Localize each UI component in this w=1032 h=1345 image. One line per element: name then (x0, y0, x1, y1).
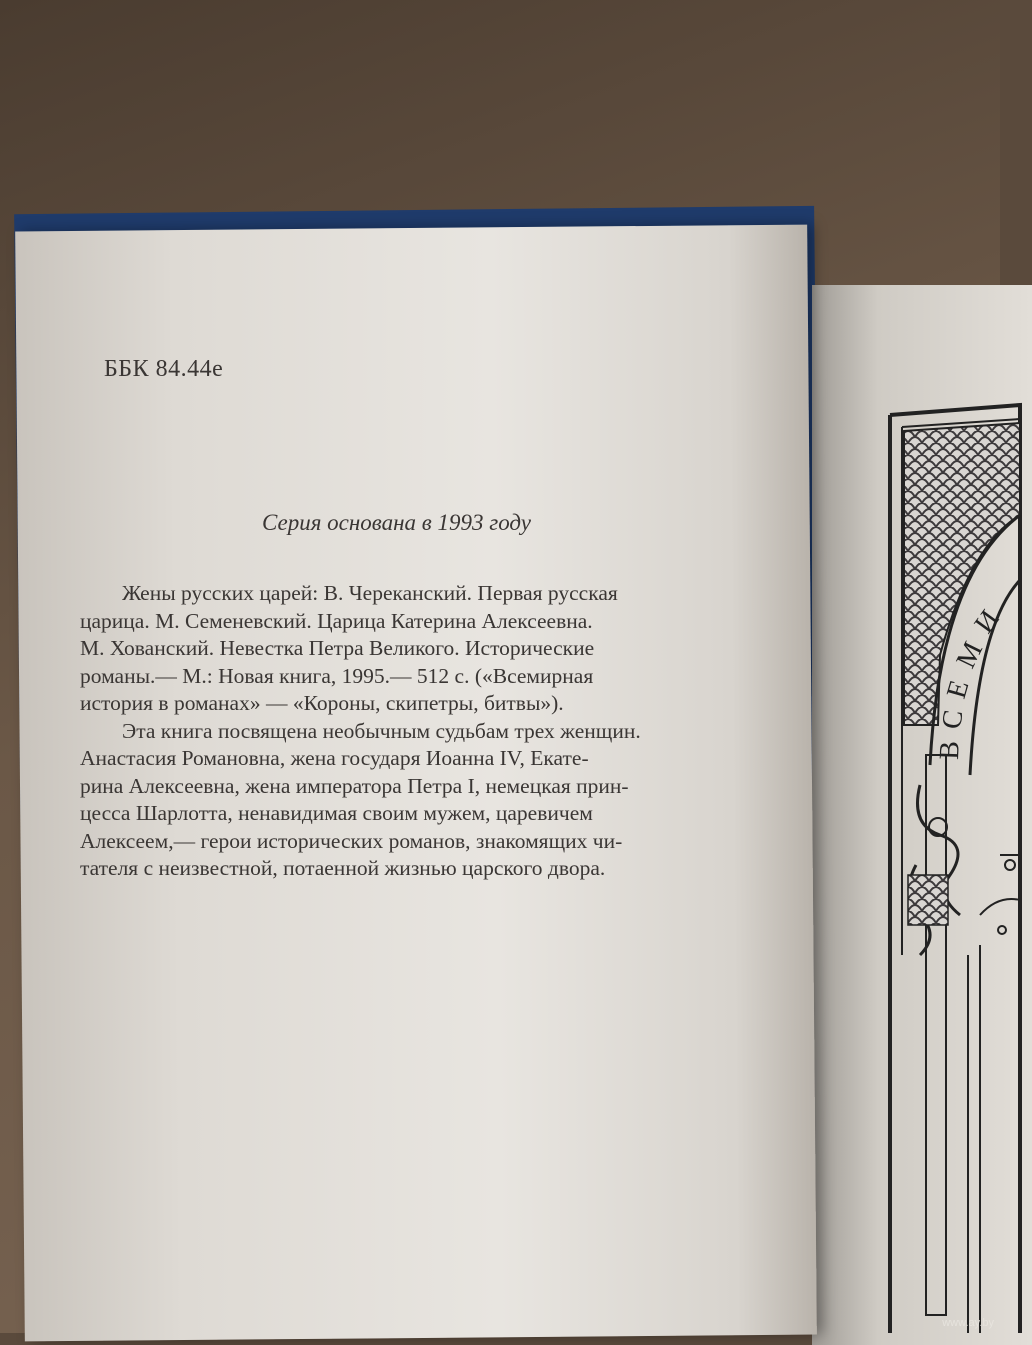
svg-text:М: М (950, 637, 990, 674)
svg-text:И: И (968, 604, 1006, 640)
series-note: Серия основана в 1993 году (262, 510, 531, 535)
text-line: Эта книга посвящена необычным судьбам трех женщин. (122, 718, 641, 743)
text-line: Анастасия Романовна, жена государя Иоанна IV, Екате- (80, 746, 589, 770)
bbk-code: ББК 84.44е (104, 356, 224, 382)
text-line: история в романах» — «Короны, скипетры, битвы»). (80, 691, 564, 715)
annotation-text (80, 580, 780, 883)
svg-text:В: В (934, 740, 966, 761)
text-line: цесса Шарлотта, ненавидимая своим мужем, царевичем (80, 801, 593, 825)
text-line: М. Хованский. Невестка Петра Великого. Исторические (80, 636, 595, 660)
text-line: рина Алексеевна, жена императора Петра I, немецкая прин- (80, 773, 629, 798)
text-line: Жены русских царей: В. Череканский. Первая русская (122, 581, 618, 605)
text-line: тателя с неизвестной, потаенной жизнью царского двора. (80, 856, 606, 880)
text-line: Алексеем,— герои исторических романов, знакомящих чи- (80, 828, 623, 853)
watermark: www.ay.by (942, 1317, 994, 1329)
text-line: романы.— М.: Новая книга, 1995.— 512 с. («Всемирная (80, 663, 594, 688)
text-line: царица. М. Семеневский. Царица Катерина Алексеевна. (80, 608, 593, 633)
title-page-ornament (880, 395, 1020, 1333)
svg-text:Е: Е (940, 676, 976, 702)
svg-text:С: С (936, 708, 970, 731)
